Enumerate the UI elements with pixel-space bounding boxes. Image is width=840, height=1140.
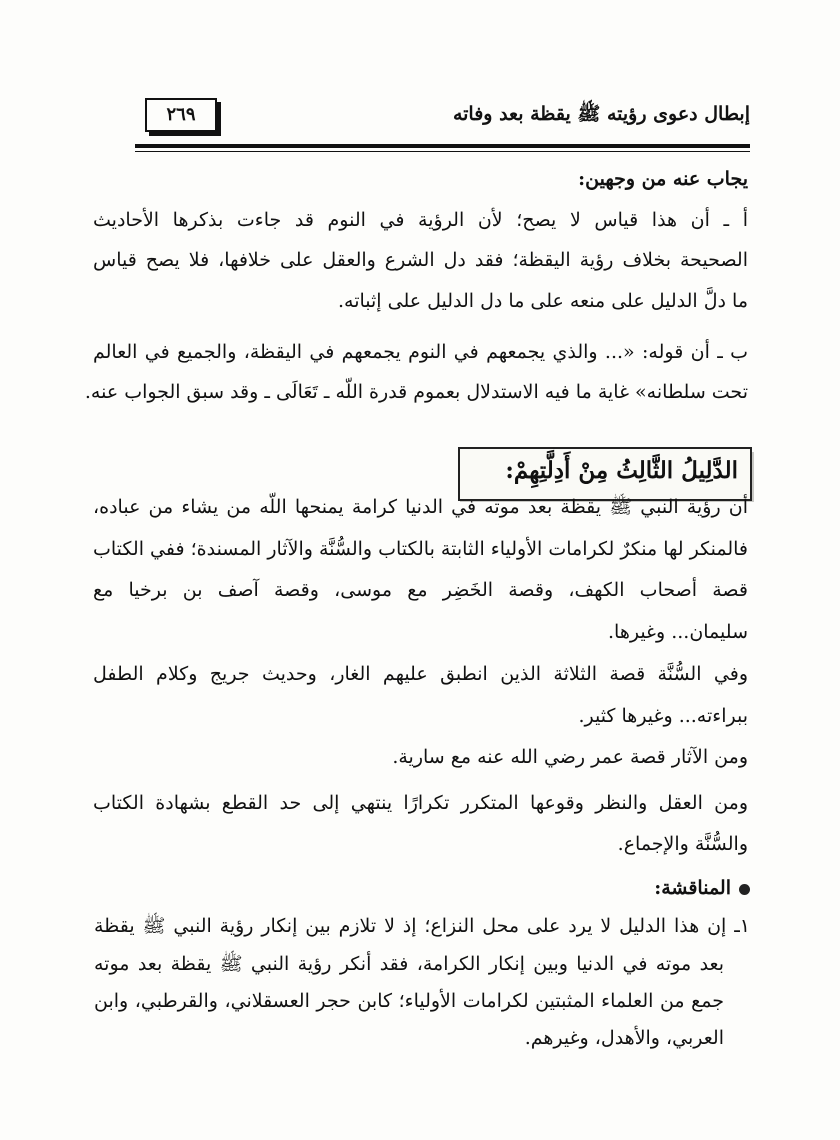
paragraph-line: ما دلَّ الدليل على منعه على ما دل الدليل على إثباته. xyxy=(337,290,748,312)
header-rule-thin xyxy=(135,151,750,152)
section-title: الدَّلِيلُ الثَّالِثُ مِنْ أَدِلَّتِهِمْ: xyxy=(505,457,738,484)
paragraph-line: ومن الآثار قصة عمر رضي الله عنه مع سارية. xyxy=(392,746,748,768)
paragraph-line: بعد موته في الدنيا وبين إنكار الكرامة، فقد أنكر رؤية النبي ﷺ يقظة بعد موته xyxy=(94,953,724,975)
paragraph-line: ١ـ إن هذا الدليل لا يرد على محل النزاع؛ إذ لا تلازم بين إنكار رؤية النبي ﷺ يقظة xyxy=(94,915,750,937)
page-number: ٢٦٩ xyxy=(166,104,196,125)
paragraph-line: العربي، والأهدل، وغيرهم. xyxy=(524,1027,724,1049)
paragraph-line: سليمان... وغيرها. xyxy=(607,621,748,643)
paragraph-line: ب ـ أن قوله: «... والذي يجمعهم في النوم يجمعهم في اليقظة، والجميع في العالم xyxy=(93,341,748,363)
page-number-box xyxy=(145,98,217,132)
paragraph-line: أ ـ أن هذا قياس لا يصح؛ لأن الرؤية في النوم قد جاءت بذكرها الأحاديث xyxy=(93,209,748,231)
discussion-label: المناقشة: xyxy=(654,877,731,899)
paragraph-line: قصة أصحاب الكهف، وقصة الخَضِر مع موسى، وقصة آصف بن برخيا مع xyxy=(93,579,748,601)
header-rule-thick xyxy=(135,144,750,148)
paragraph-line: أن رؤية النبي ﷺ يقظة بعد موته في الدنيا كرامة يمنحها اللّه من يشاء من عباده، xyxy=(93,496,748,518)
paragraph-line: جمع من العلماء المثبتين لكرامات الأولياء؛ كابن حجر العسقلاني، والقرطبي، وابن xyxy=(94,990,724,1012)
running-header xyxy=(135,92,750,136)
header-title: إبطال دعوى رؤيته ﷺ يقظة بعد وفاته xyxy=(452,103,750,125)
paragraph-line: ببراءته... وغيرها كثير. xyxy=(578,705,748,727)
discussion-heading xyxy=(654,874,750,902)
paragraph-line: والسُّنَّة والإجماع. xyxy=(617,833,748,855)
bullet-icon xyxy=(739,884,750,895)
paragraph-line: ومن العقل والنظر وقوعها المتكرر تكرارًا ينتهي إلى حد القطع بشهادة الكتاب xyxy=(93,792,748,814)
paragraph-line: تحت سلطانه» غاية ما فيه الاستدلال بعموم قدرة اللّه ـ تَعَالَى ـ وقد سبق الجواب عنه. xyxy=(84,381,748,403)
paragraph-line: وفي السُّنَّة قصة الثلاثة الذين انطبق عليهم الغار، وحديث جريج وكلام الطفل xyxy=(93,663,748,685)
paragraph-line: الصحيحة بخلاف رؤية اليقظة؛ فقد دل الشرع والعقل على خلافها، فلا يصح قياس xyxy=(93,249,748,271)
answer-intro: يجاب عنه من وجهين: xyxy=(578,168,748,190)
paragraph-line: فالمنكر لها منكرٌ لكرامات الأولياء الثابتة بالكتاب والسُّنَّة والآثار المسندة؛ ففي الكتاب xyxy=(93,538,748,560)
